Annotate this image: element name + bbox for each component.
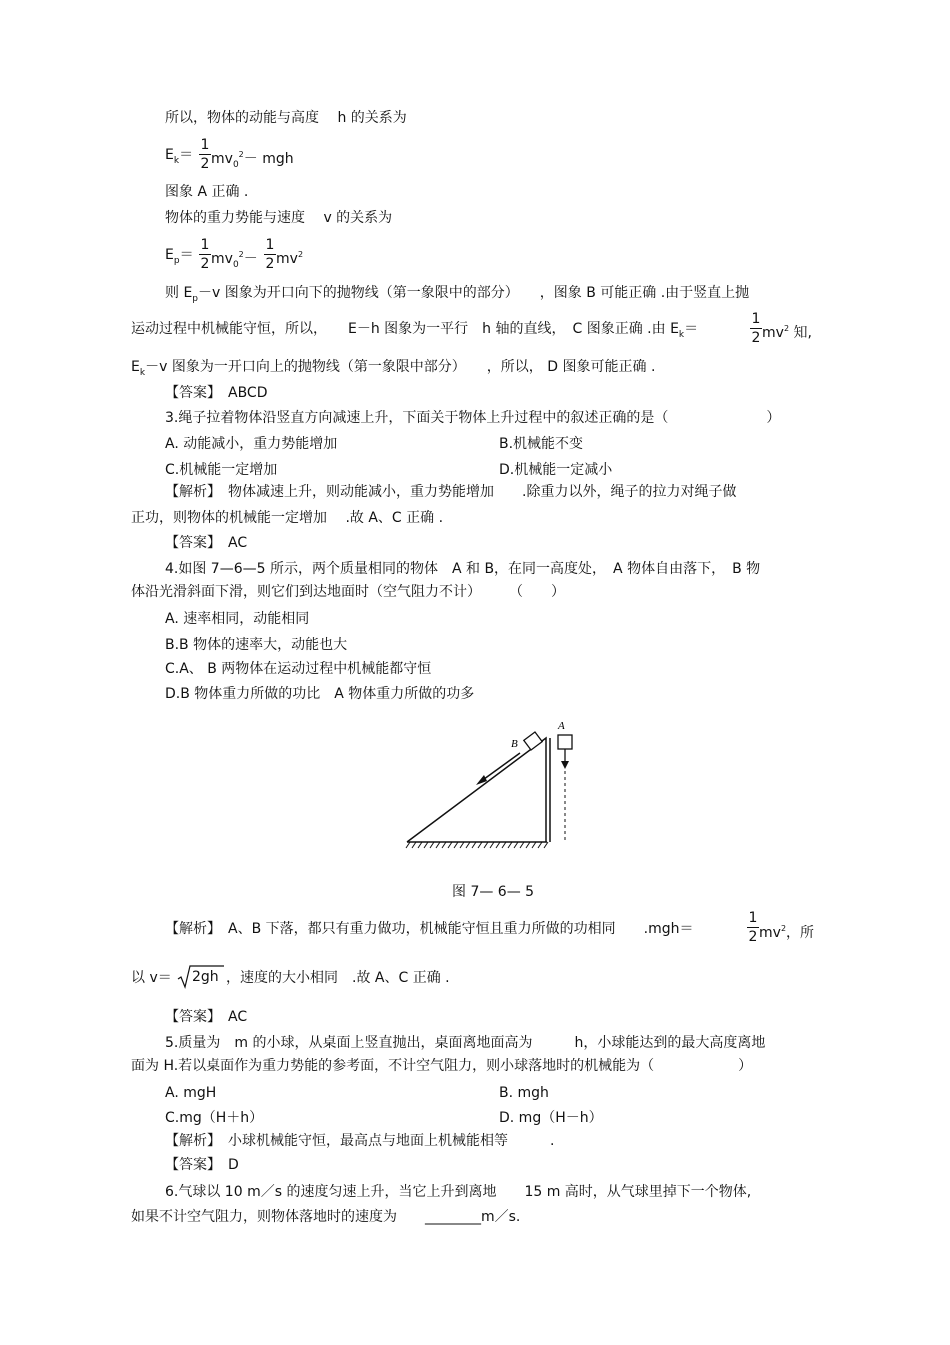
option-b: B. mgh (499, 1085, 549, 1101)
option-c: C.A、 B 两物体在运动过程中机械能都守恒 (165, 661, 432, 677)
option-a: A. 速率相同，动能相同 (165, 611, 310, 627)
answer: 【答案】 D (165, 1157, 239, 1173)
option-a: A. mgH (165, 1085, 217, 1101)
answer: 【答案】 ABCD (165, 385, 268, 401)
question-4: 4.如图 7—6—5 所示，两个质量相同的物体 A 和 B，在同一高度处， A 物体自由落下， B 物 (165, 561, 761, 577)
formula-ek-rhs: $mv_0^2-$ mgh (211, 150, 294, 170)
question-4: 体沿光滑斜面下滑，则它们到达地面时（空气阻力不计） （ ） (131, 584, 565, 600)
text-line: 物体的重力势能与速度 v 的关系为 (165, 210, 393, 226)
question-3: 3.绳子拉着物体沿竖直方向减速上升，下面关于物体上升过程中的叙述正确的是（ ） (165, 410, 781, 426)
explanation: 以 v＝ (131, 970, 172, 986)
fraction-half: 1 2 (748, 910, 758, 945)
label-b: B (511, 738, 518, 750)
answer: 【答案】 AC (165, 1009, 248, 1025)
fraction-half: 1 2 (751, 311, 761, 346)
text-line: 图象 A 正确 . (165, 184, 249, 200)
option-b: B.B 物体的速率大，动能也大 (165, 637, 348, 653)
formula-ep-rhs: $mv^2$ (276, 250, 304, 267)
text-line: 运动过程中机械能守恒，所以， E－h 图象为一平行 h 轴的直线， C 图象正确 .由 $E_k=$ (131, 321, 699, 340)
explanation: 【解析】 物体减速上升，则动能减小，重力势能增加 .除重力以外，绳子的拉力对绳子做 (165, 484, 737, 500)
figure-caption: 图 7— 6— 5 (452, 884, 535, 900)
explanation: 【解析】 A、B 下落，都只有重力做功，机械能守恒且重力所做的功相同 .mgh＝ (165, 921, 694, 937)
option-b: B.机械能不变 (499, 436, 584, 452)
text-line: 所以，物体的动能与高度 h 的关系为 (165, 110, 407, 126)
explanation-end: $mv^2$，所 (759, 924, 815, 941)
option-d: D. mg（H－h） (499, 1110, 603, 1126)
option-d: D.机械能一定减小 (499, 462, 613, 478)
incline-figure (400, 715, 580, 855)
question-6: 6.气球以 10 m／s 的速度匀速上升，当它上升到离地 15 m 高时，从气球里掉下一个物体, (165, 1184, 752, 1200)
answer: 【答案】 AC (165, 535, 248, 551)
explanation: ，速度的大小相同 .故 A、C 正确 . (226, 970, 450, 986)
text-line: $E_k-v$ 图象为一开口向上的抛物线（第一象限中部分） ，所以， D 图象可能正确 . (131, 359, 656, 378)
text-line-end: $mv^2$ 知, (762, 324, 812, 341)
fraction-half: 1 2 (200, 237, 210, 272)
question-5: 5.质量为 m 的小球，从桌面上竖直抛出，桌面离地面高为 h，小球能达到的最大高度离地 (165, 1035, 766, 1051)
option-c: C.mg（H＋h） (165, 1110, 264, 1126)
label-a: A (558, 720, 565, 732)
option-c: C.机械能一定增加 (165, 462, 278, 478)
fraction-half: 1 2 (200, 137, 210, 172)
fraction-half: 1 2 (265, 237, 275, 272)
question-5: 面为 H.若以桌面作为重力势能的参考面，不计空气阻力，则小球落地时的机械能为（ ） (131, 1058, 753, 1074)
formula-ep-lhs: $E_p=$ (165, 247, 194, 266)
option-a: A. 动能减小，重力势能增加 (165, 436, 338, 452)
option-d: D.B 物体重力所做的功比 A 物体重力所做的功多 (165, 686, 475, 702)
formula-ep-mid: $mv_0^2-$ (211, 250, 258, 270)
text-line: 则 $E_p-v$ 图象为开口向下的抛物线（第一象限中的部分） ，图象 B 可能正确 .由于竖直上抛 (165, 285, 750, 304)
formula-ek-lhs: $E_k=$ (165, 147, 194, 166)
explanation: 【解析】 小球机械能守恒，最高点与地面上机械能相等 . (165, 1133, 555, 1149)
explanation: 正功，则物体的机械能一定增加 .故 A、C 正确 . (131, 510, 444, 526)
question-6: 如果不计空气阻力，则物体落地时的速度为 ________m／s. (131, 1209, 521, 1225)
